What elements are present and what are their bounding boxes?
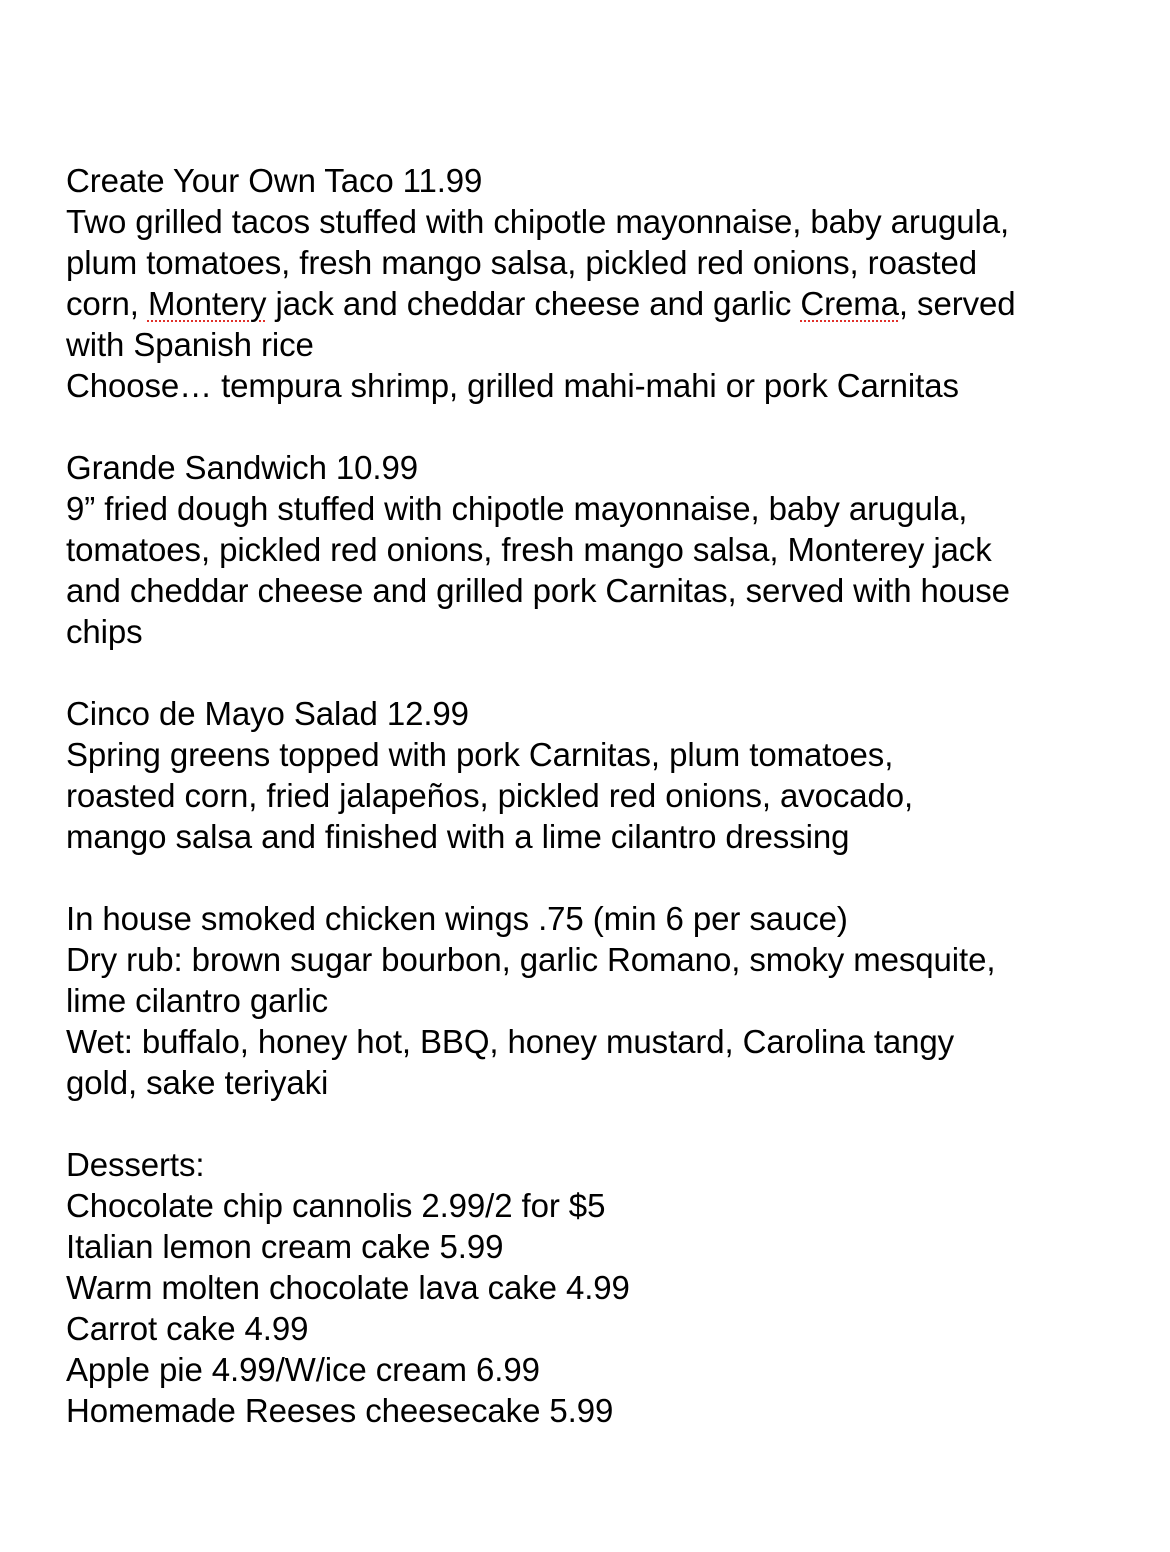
misspelled-word-montery[interactable]: Montery <box>147 285 267 322</box>
salad-title: Cinco de Mayo Salad 12.99 <box>66 695 469 732</box>
dessert-item: Italian lemon cream cake 5.99 <box>66 1228 504 1265</box>
blank-line <box>66 1103 1156 1144</box>
salad-desc-line: mango salsa and finished with a lime cilantro dressing <box>66 818 850 855</box>
sandwich-desc-line: tomatoes, pickled red onions, fresh mango salsa, Monterey jack <box>66 531 992 568</box>
wings-dry-rub-line: Dry rub: brown sugar bourbon, garlic Romano, smoky mesquite, <box>66 941 996 978</box>
taco-desc-line: with Spanish rice <box>66 326 314 363</box>
blank-line <box>66 406 1156 447</box>
taco-section <box>66 160 1156 406</box>
text-run: , served <box>898 285 1016 322</box>
dessert-item: Chocolate chip cannolis 2.99/2 for $5 <box>66 1187 606 1224</box>
taco-desc-line: plum tomatoes, fresh mango salsa, pickled red onions, roasted <box>66 244 978 281</box>
blank-line <box>66 857 1156 898</box>
misspelled-word-crema[interactable]: Crema <box>800 285 899 322</box>
desserts-heading: Desserts: <box>66 1146 205 1183</box>
text-run: corn, <box>66 285 148 322</box>
dessert-item: Homemade Reeses cheesecake 5.99 <box>66 1392 614 1429</box>
wings-section <box>66 898 1156 1103</box>
taco-desc-line: Two grilled tacos stuffed with chipotle mayonnaise, baby arugula, <box>66 203 1010 240</box>
sandwich-title: Grande Sandwich 10.99 <box>66 449 418 486</box>
desserts-section <box>66 1144 1156 1431</box>
salad-desc-line: roasted corn, fried jalapeños, pickled red onions, avocado, <box>66 777 914 814</box>
salad-desc-line: Spring greens topped with pork Carnitas, plum tomatoes, <box>66 736 894 773</box>
sandwich-desc-line: 9” fried dough stuffed with chipotle mayonnaise, baby arugula, <box>66 490 968 527</box>
text-run: jack and cheddar cheese and garlic <box>266 285 801 322</box>
wings-dry-rub-line: lime cilantro garlic <box>66 982 329 1019</box>
blank-line <box>66 652 1156 693</box>
wings-wet-line: Wet: buffalo, honey hot, BBQ, honey mustard, Carolina tangy <box>66 1023 955 1060</box>
menu-document <box>66 160 1156 1431</box>
salad-section <box>66 693 1156 857</box>
sandwich-desc-line: chips <box>66 613 143 650</box>
taco-choose-line: Choose… tempura shrimp, grilled mahi-mahi or pork Carnitas <box>66 367 959 404</box>
dessert-item: Carrot cake 4.99 <box>66 1310 309 1347</box>
dessert-item: Apple pie 4.99/W/ice cream 6.99 <box>66 1351 540 1388</box>
sandwich-desc-line: and cheddar cheese and grilled pork Carnitas, served with house <box>66 572 1010 609</box>
dessert-item: Warm molten chocolate lava cake 4.99 <box>66 1269 630 1306</box>
sandwich-section <box>66 447 1156 652</box>
taco-desc-line <box>66 283 1156 324</box>
wings-wet-line: gold, sake teriyaki <box>66 1064 329 1101</box>
taco-title: Create Your Own Taco 11.99 <box>66 162 483 199</box>
wings-title: In house smoked chicken wings .75 (min 6 per sauce) <box>66 900 848 937</box>
